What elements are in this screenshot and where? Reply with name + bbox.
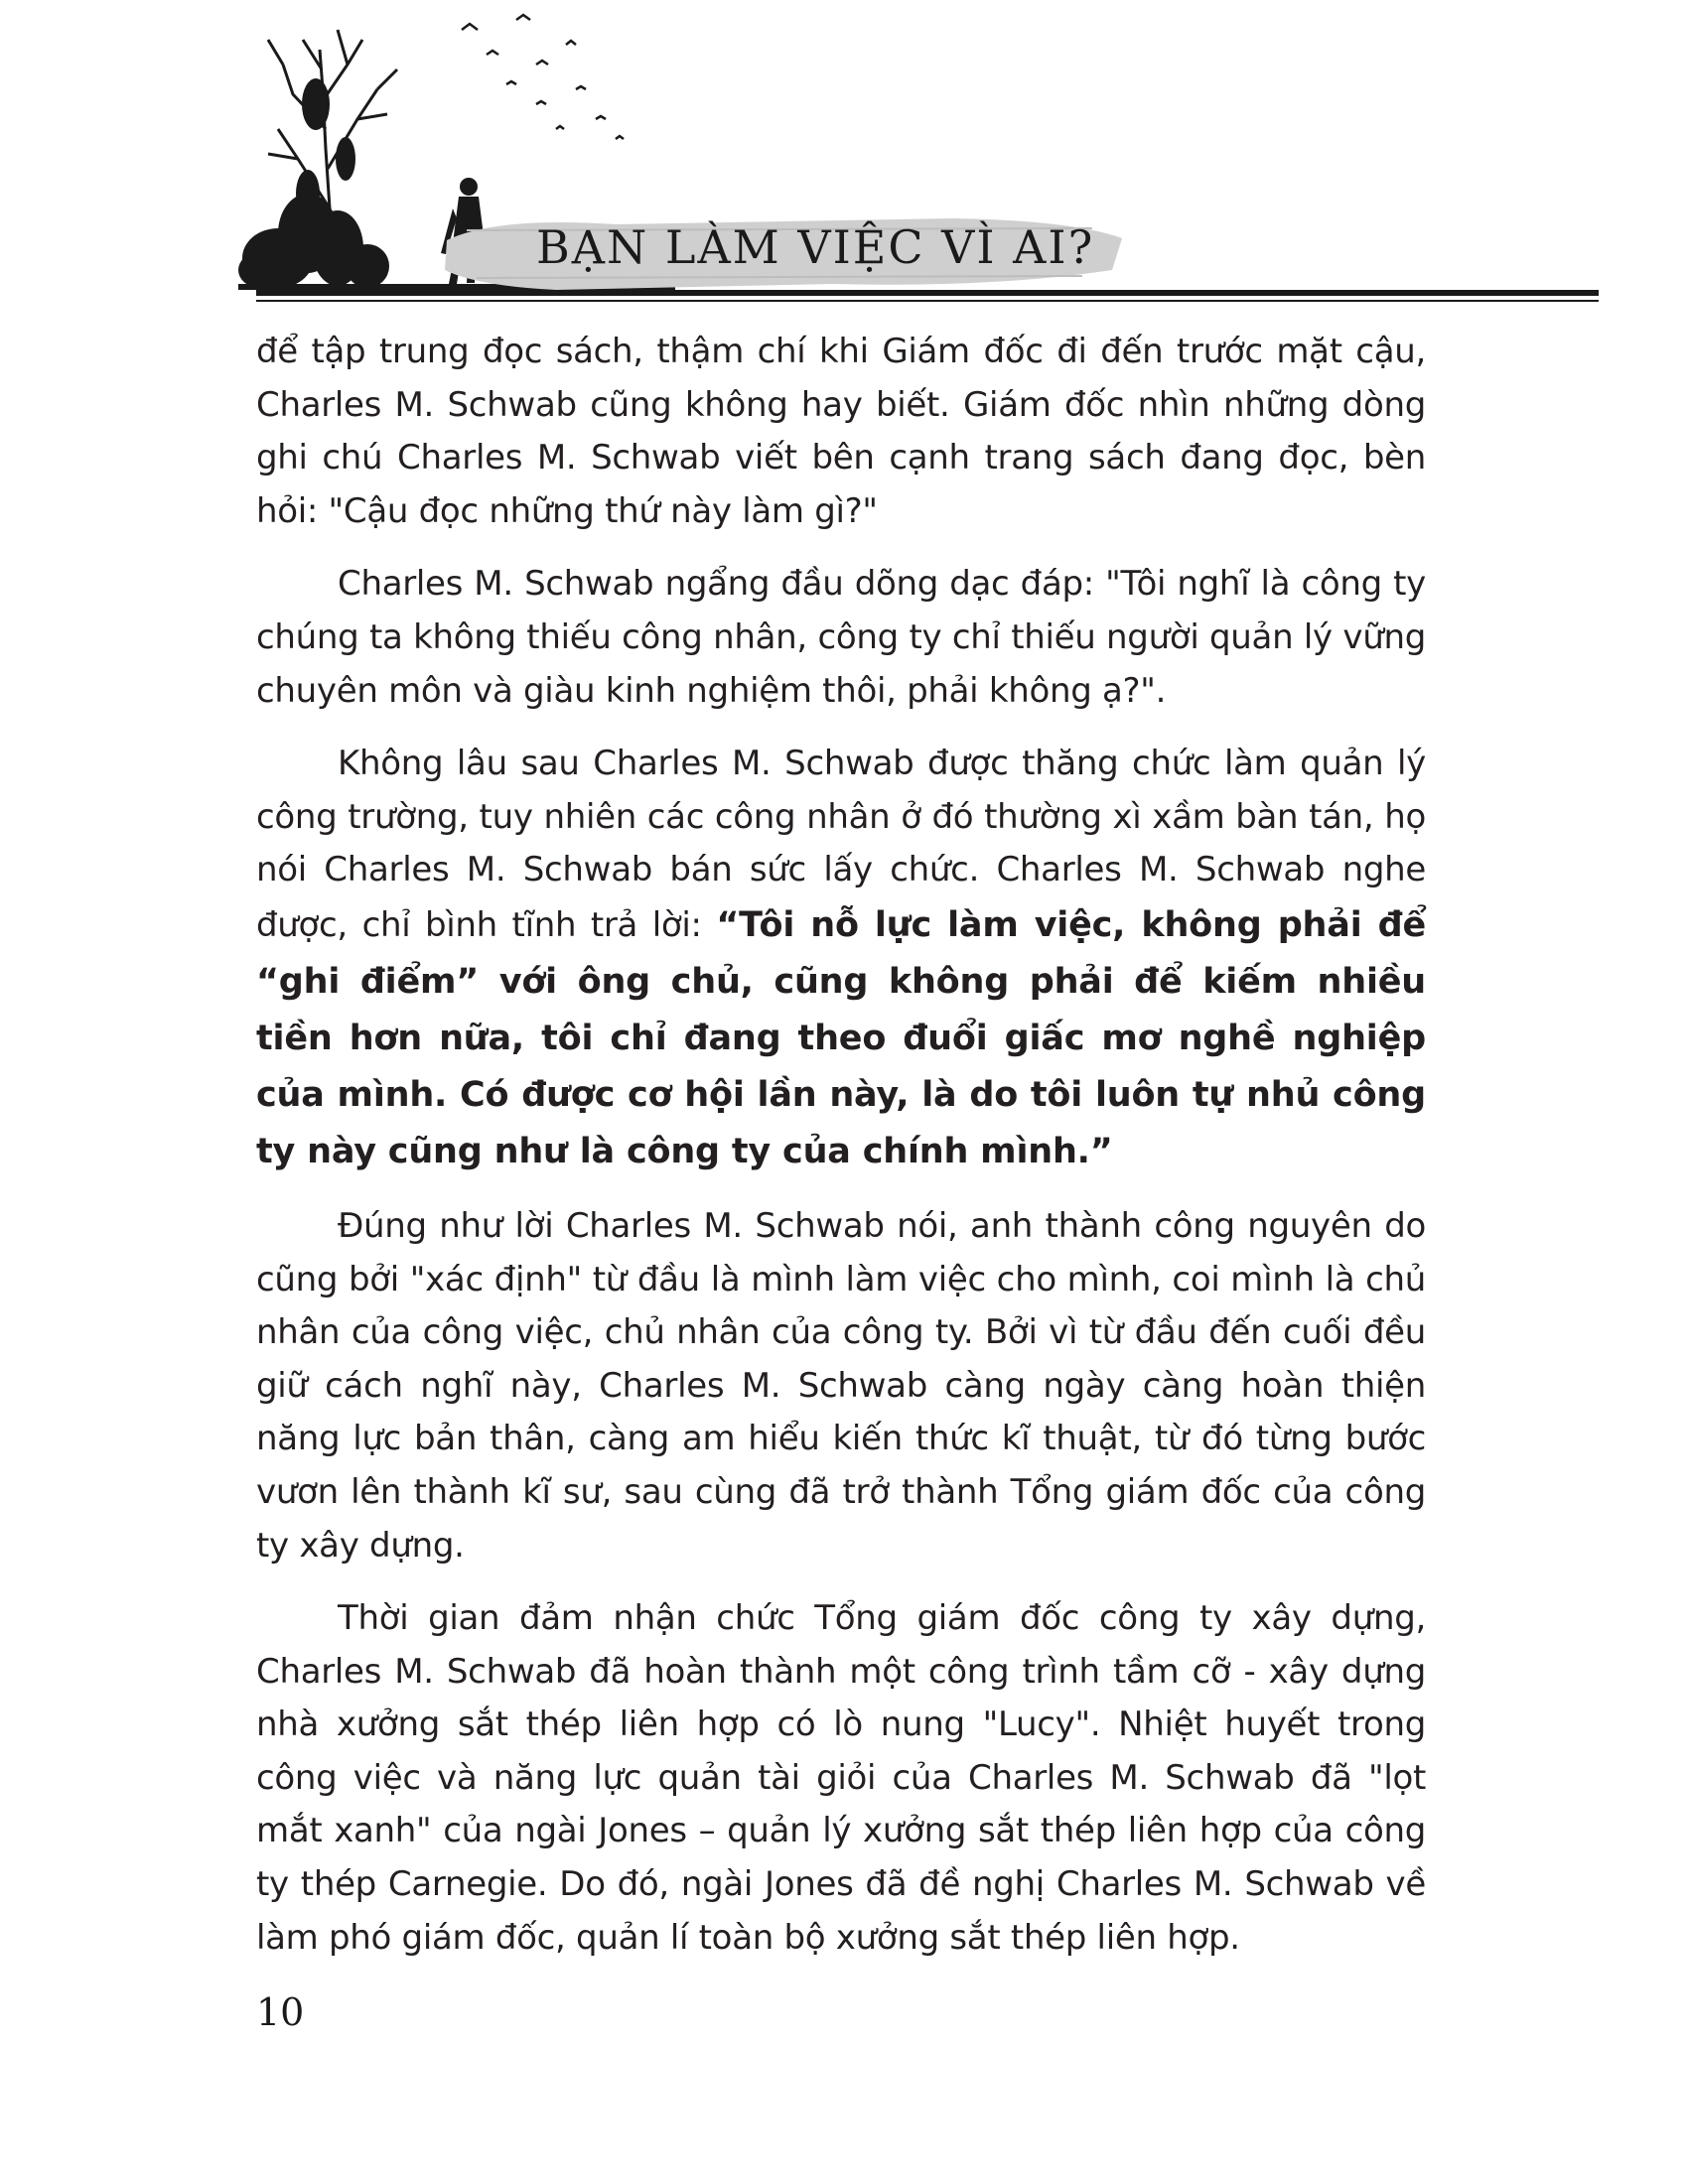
birds-silhouette [462, 15, 624, 139]
page-number: 10 [256, 1990, 305, 2034]
header-rule-thin [256, 300, 1599, 302]
header-rule [256, 290, 1599, 296]
paragraph-4: Đúng như lời Charles M. Schwab nói, anh thành công nguyên do cũng bởi "xác định" từ đầu là mình làm việc cho mình, coi mình là chủ nhân của công việc, chủ nhân của công ty. Bởi vì từ đầu đến cuối đều giữ cách nghĩ này, Charles M. Schwab càng ngày càng hoàn thiện năng lực bản thân, càng am hiểu kiến thức kĩ thuật, từ đó từng bước vươn lên thành kĩ sư, sau cùng đã trở thành Tổng giám đốc của công ty xây dựng. [256, 1205, 1426, 1566]
running-title: BẠN LÀM VIỆC VÌ AI? [536, 220, 1095, 274]
paragraph-5: Thời gian đảm nhận chức Tổng giám đốc công ty xây dựng, Charles M. Schwab đã hoàn thành một công trình tầm cỡ - xây dựng nhà xưởng sắt thép liên hợp có lò nung "Lucy". Nhiệt huyết trong công việc và năng lực quản tài giỏi của Charles M. Schwab đã "lọt mắt xanh" của ngài Jones – quản lý xưởng sắt thép liên hợp của công ty thép Carnegie. Do đó, ngài Jones đã đề nghị Charles M. Schwab về làm phó giám đốc, quản lí toàn bộ xưởng sắt thép liên hợp. [256, 1598, 1426, 1958]
quote-emphasis: “Tôi nỗ lực làm việc, không phải để “ghi điểm” với ông chủ, cũng không phải để kiếm nhiều tiền hơn nữa, tôi chỉ đang theo đuổi giấc mơ nghề nghiệp của mình. Có được cơ hội lần này, là do tôi luôn tự nhủ công ty này cũng như là công ty của chính mình.” [256, 904, 1426, 1171]
page-header [0, 0, 1688, 318]
body-text [256, 326, 1426, 1984]
paragraph-3-text: Không lâu sau Charles M. Schwab được thăng chức làm quản lý công trường, tuy nhiên các công nhân ở đó thường xì xầm bàn tán, họ nói Charles M. Schwab bán sức lấy chức. Charles M. Schwab nghe được, chỉ bình tĩnh trả lời: [256, 744, 1426, 945]
paragraph-1: để tập trung đọc sách, thậm chí khi Giám đốc đi đến trước mặt cậu, Charles M. Schwab cũng không hay biết. Giám đốc nhìn những dòng ghi chú Charles M. Schwab viết bên cạnh trang sách đang đọc, bèn hỏi: "Cậu đọc những thứ này làm gì?" [256, 332, 1426, 531]
paragraph-3 [256, 738, 1426, 1180]
paragraph-2: Charles M. Schwab ngẩng đầu dõng dạc đáp: "Tôi nghĩ là công ty chúng ta không thiếu công nhân, công ty chỉ thiếu người quản lý vững chuyên môn và giàu kinh nghiệm thôi, phải không ạ?". [256, 564, 1426, 711]
